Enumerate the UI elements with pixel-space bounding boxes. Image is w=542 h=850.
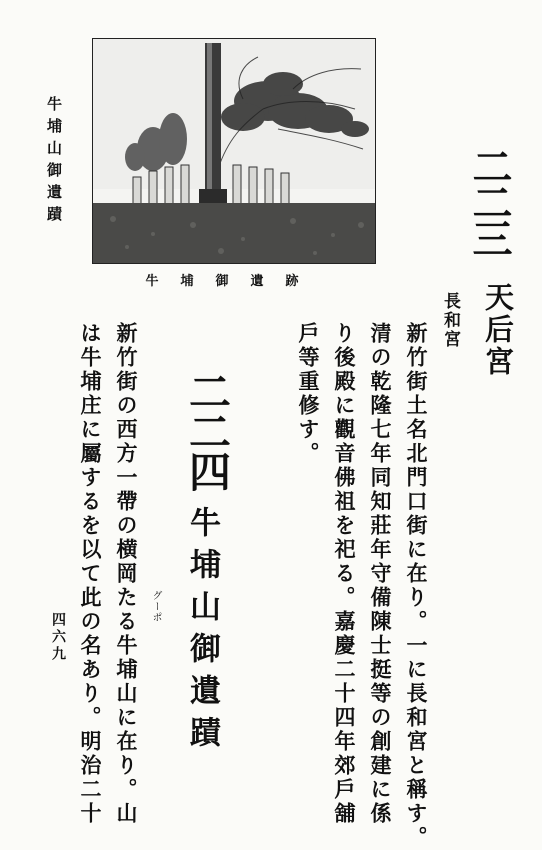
section-223-title: 天后宮 <box>481 282 515 378</box>
section-223-number: 二二三 <box>466 146 513 254</box>
section-224-title: 牛埔山御遺蹟 <box>184 506 220 758</box>
photo-side-caption: 牛埔山御遺蹟 <box>45 96 63 228</box>
section-223-body <box>290 322 434 850</box>
section-224-body <box>72 322 144 826</box>
section-223-line: 新竹街土名北門口街に在り。一に長和宮と稱す。 <box>404 322 429 850</box>
section-224-line: 新竹街の西方一帶の横岡たる牛埔山に在り。山 <box>114 322 139 826</box>
monument-photo <box>92 38 376 264</box>
section-223-line: 戶等重修す。 <box>296 322 321 466</box>
section-223-line: 清の乾隆七年同知莊年守備陳士挺等の創建に係 <box>368 322 393 826</box>
section-224-ruby: グーポ <box>150 590 161 623</box>
section-224-number: 二二四 <box>183 370 232 490</box>
photo-caption: 牛埔御遺跡 <box>145 274 321 289</box>
section-223-subtitle: 長和宮 <box>440 292 460 349</box>
section-224-line: は牛埔庄に屬するを以て此の名あり。明治二十 <box>78 322 103 826</box>
section-223-line: り後殿に觀音佛祖を祀る。嘉慶二十四年郊戶舖 <box>332 322 357 826</box>
page-number: 四六九 <box>50 612 66 663</box>
monument-photo-image <box>93 39 375 263</box>
